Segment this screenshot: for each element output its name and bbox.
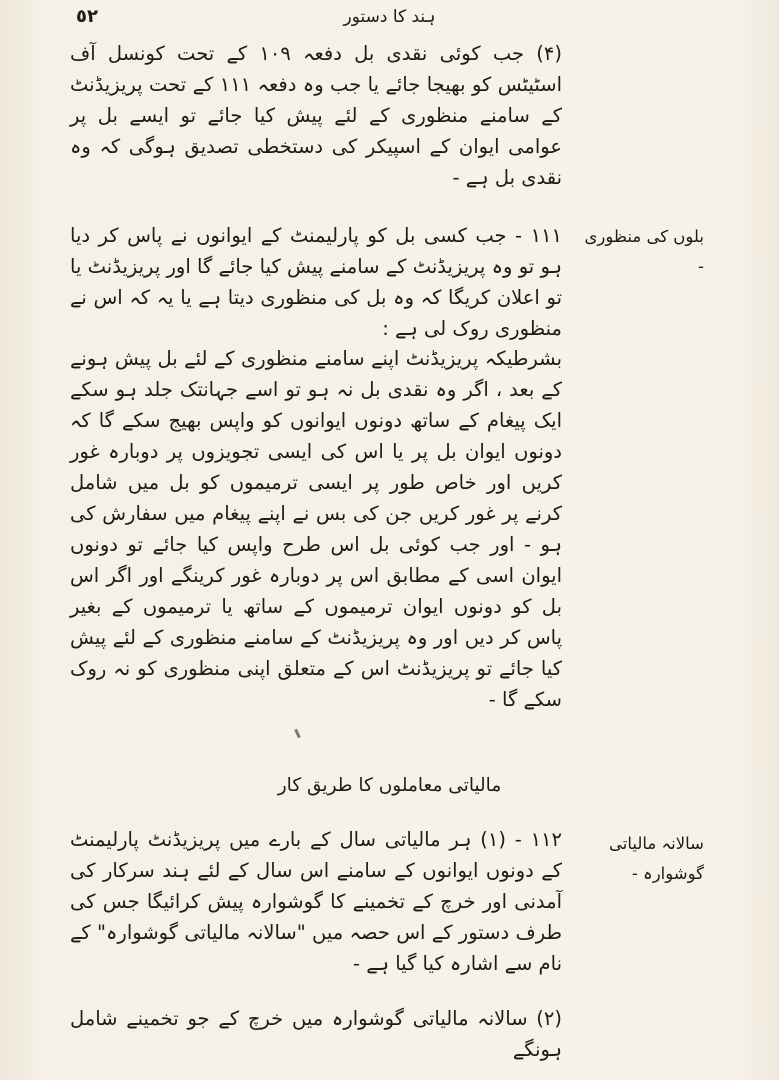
margin-note-bills-approval: بلوں کی منظوری - [584, 227, 704, 276]
page-number: ٥٢ [76, 6, 98, 27]
running-title: ہند کا دستور [343, 7, 436, 27]
paragraph-proviso: بشرطیکہ پریزیڈنٹ اپنے سامنے منظوری کے لئے بل پیش ہونے کے بعد ، اگر وہ نقدی بل نہ ہو تو اسے جہانتک جلد ہو سکے ایک پیغام کے ساتھ دونوں ایوانوں کو واپس بھیج سکے گا کہ دونوں ایوان بل پر یا اس کی ایسی تجویزوں پر دوبارہ غور کریں اور خاص طور پر ایسی ترمیموں کو بل میں شامل کرنے پر غور کریں جن کی بس نے اپنے پیغام میں سفارش کی ہو - اور جب کوئی بل اس طرح واپس کیا جائے تو دونوں ایوان اسی کے مطابق اس پر دوبارہ غور کرینگے اور اگر اس بل کو دونوں ایوان ترمیموں کے ساتھ یا ترمیموں کے بغیر پاس کر دیں اور وہ پریزیڈنٹ کے سامنے منظوری کے لئے پیش کیا جائے تو پریزیڈنٹ اس کے متعلق اپنی منظوری کو نہ روک سکے گا - [70, 347, 562, 711]
paragraph-clause-2: (۲) سالانہ مالیاتی گوشوارہ میں خرچ کے جو تخمینے شامل ہونگے [70, 1007, 562, 1061]
stray-mark [294, 729, 301, 738]
paragraph-article-112: ۱۱۲ - (۱) ہر مالیاتی سال کے بارے میں پریزیڈنٹ پارلیمنٹ کے دونوں ایوانوں کے سامنے اس سال کے لئے ہند سرکار کی آمدنی اور خرچ کے تخمینے کا گوشوارہ پیش کرائیگا جس کی طرف دستور کے اس حصہ میں "سالانہ مالیاتی گوشوارہ" کے نام سے اشارہ کیا گیا ہے - [70, 828, 562, 975]
section-heading: مالیاتی معاملوں کا طریق کار [277, 775, 502, 796]
paragraph-article-111: ۱۱۱ - جب کسی بل کو پارلیمنٹ کے ایوانوں نے پاس کر دیا ہو تو وہ پریزیڈنٹ کے سامنے پیش کیا جائے گا اور پریزیڈنٹ یا تو اعلان کریگا کہ وہ بل کی منظوری دیتا ہے یا یہ کہ اس نے منظوری روک لی ہے : [70, 224, 562, 340]
margin-note-annual-statement: سالانہ مالیاتی گوشوارہ - [608, 834, 704, 883]
paragraph-money-bill-certificate: (۴) جب کوئی نقدی بل دفعہ ۱۰۹ کے تحت کونسل آف اسٹیٹس کو بھیجا جائے یا جب وہ دفعہ ۱۱۱ کے تحت پریزیڈنٹ کے سامنے منظوری کے لئے پیش کیا جائے تو ایسے بل پر عوامی ایوان کے اسپیکر کی دستخطی تصدیق ہوگی کہ وہ نقدی بل ہے - [70, 42, 562, 189]
